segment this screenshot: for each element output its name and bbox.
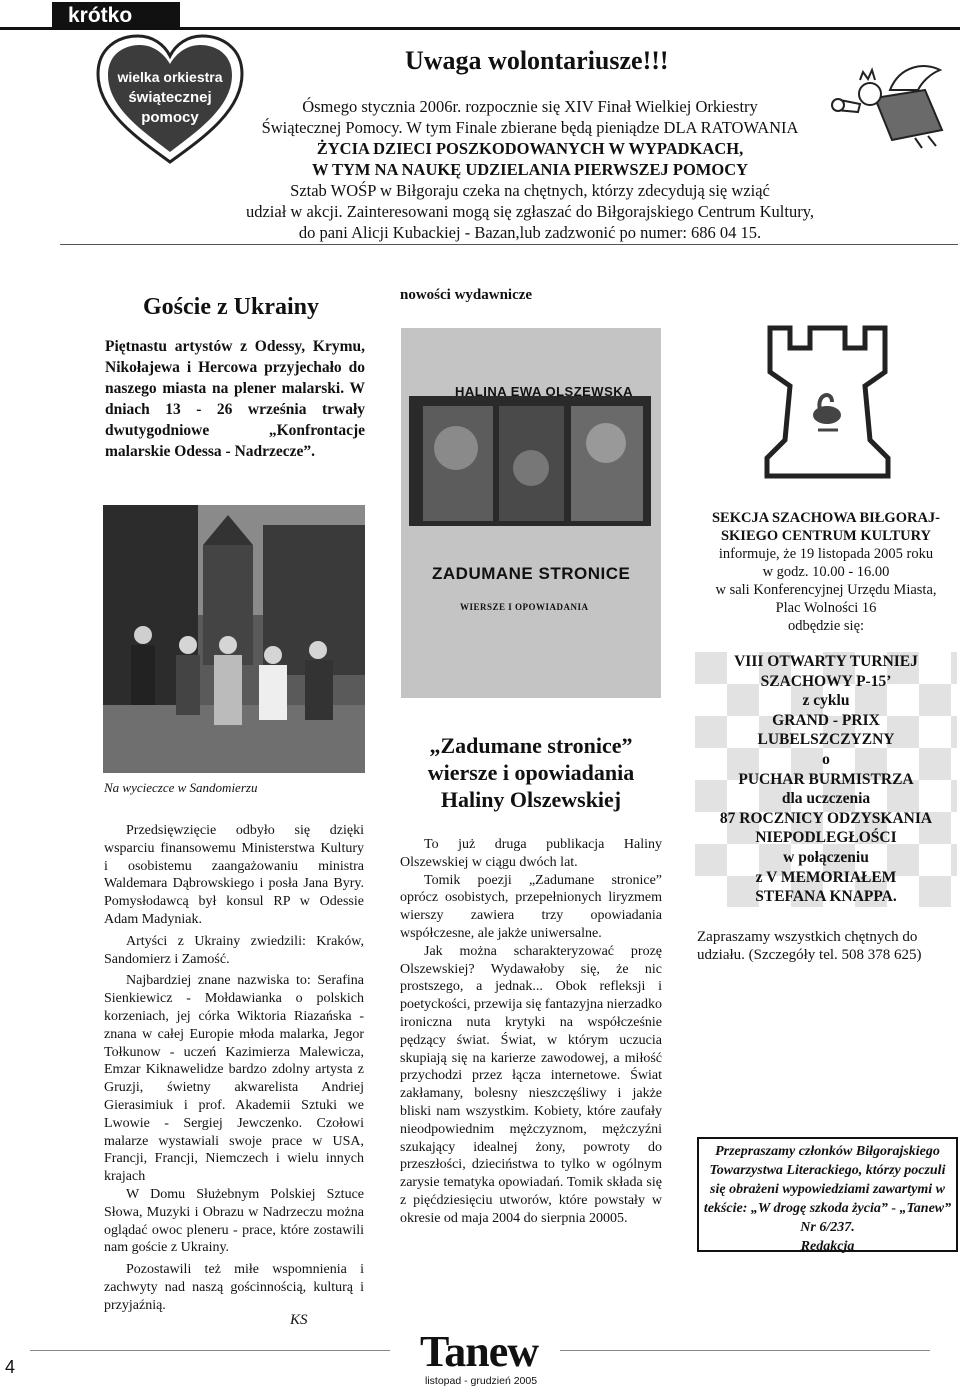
photo-caption: Na wycieczce w Sandomierzu [104, 780, 258, 795]
volunteers-line: Sztab WOŚP w Biłgoraju czeka na chętnych, którzy zdecydują się wziąć [290, 181, 770, 200]
book-cover-subtitle: WIERSZE I OPOWIADANIA [460, 602, 589, 612]
chess-info-line: w godz. 10.00 - 16.00 [762, 564, 890, 580]
volunteers-notice [210, 96, 850, 243]
section-tab: krótko [52, 2, 180, 29]
book-author: HALINA EWA OLSZEWSKA [455, 384, 634, 399]
tournament-title [695, 652, 957, 907]
heart-text-line-1: wielka orkiestra [117, 69, 223, 85]
book-cover-title: ZADUMANE STRONICE [432, 564, 631, 583]
tournament-line: LUBELSZCZYZNY [757, 731, 895, 749]
heading-line: „Zadumane stronice” [429, 733, 633, 758]
guests-lead: Piętnastu artystów z Odessy, Krymu, Nikołajewa i Hercowa przyjechało do naszego miasta na plener malarski. W dniach 13 - 26 września trwały dwutygodniowe „Konfrontacje malarskie Odessa - Nadrzecze”. [105, 338, 365, 460]
book-review-heading [400, 732, 662, 813]
volunteers-line: udział w akcji. Zainteresowani mogą się zgłaszać do Biłgorajskiego Centrum Kultury, [245, 202, 815, 221]
guests-article-body [104, 822, 364, 1315]
apology-signoff: Redakcja [800, 1239, 855, 1254]
tournament-line: z V MEMORIAŁEM [755, 868, 897, 886]
footer-rule [30, 1350, 390, 1351]
chess-announcement [700, 509, 952, 635]
chess-invitation: Zapraszamy wszystkich chętnych do udziału. (Szczegóły tel. 508 378 625) [697, 929, 922, 963]
tournament-line: 87 ROCZNICY ODZYSKANIA [719, 809, 933, 827]
sandomierz-photo [103, 505, 365, 773]
section-divider [60, 244, 958, 245]
news-section-label: nowości wydawnicze [400, 287, 533, 303]
chess-info-line: SKIEGO CENTRUM KULTURY [720, 528, 932, 544]
chess-info-line: Plac Wolności 16 [775, 600, 877, 616]
article-paragraph: Artyści z Ukrainy zwiedzili: Kraków, Sandomierz i Zamość. [104, 933, 364, 967]
chess-rook-icon [760, 320, 895, 480]
tournament-line: PUCHAR BURMISTRZA [738, 770, 914, 788]
author-signature: KS [290, 1312, 308, 1328]
review-paragraph: Tomik poezji „Zadumane stronice” oprócz osobistych, przepełnionych liryzmem wierszy zawiera trzy opowiadania współczesne, ale jakże uniwersalne. [400, 872, 662, 941]
chess-info-line: informuje, że 19 listopada 2005 roku [718, 546, 934, 562]
volunteers-line: W TYM NA NAUKĘ UDZIELANIA PIERWSZEJ POMOCY [311, 160, 749, 179]
chess-info-line: odbędzie się: [787, 618, 865, 634]
heart-text-line-3: pomocy [141, 109, 199, 126]
heading-line: Haliny Olszewskiej [440, 787, 622, 812]
apology-box [697, 1137, 958, 1252]
volunteers-title: Uwaga wolontariusze!!! [405, 46, 669, 75]
guests-title: Goście z Ukrainy [143, 294, 319, 320]
tournament-box [695, 652, 957, 907]
volunteers-line: ŻYCIA DZIECI POSZKODOWANYCH W WYPADKACH, [316, 139, 744, 158]
book-review-body [400, 836, 662, 1228]
tournament-line: z cyklu [802, 692, 850, 710]
photo-image [103, 505, 365, 773]
issue-date: listopad - grudzień 2005 [425, 1375, 538, 1387]
tournament-line: NIEPODLEGŁOŚCI [755, 829, 897, 847]
footer-rule [560, 1350, 930, 1351]
magazine-logo: Tanew [420, 1327, 539, 1376]
heading-line: wiersze i opowiadania [427, 760, 635, 785]
volunteers-line: Ósmego stycznia 2006r. rozpocznie się XIV Finał Wielkiej Orkiestry [302, 97, 758, 116]
volunteers-line: Świątecznej Pomocy. W tym Finale zbierane będą pieniądze DLA RATOWANIA [261, 118, 799, 137]
tournament-line: STEFANA KNAPPA. [755, 888, 897, 906]
tournament-line: VIII OTWARTY TURNIEJ [734, 653, 918, 670]
article-paragraph: W Domu Służebnym Polskiej Sztuce Słowa, Muzyki i Obrazu w Nadrzeczu można oglądać owoc pleneru - prace, które zostawili nam goście z Ukrainy. [104, 1186, 364, 1256]
tournament-line: w połączeniu [783, 848, 869, 866]
volunteers-line: do pani Alicji Kubackiej - Bazan,lub zadzwonić po numer: 686 04 15. [298, 223, 762, 242]
rook-icon [760, 320, 895, 480]
tournament-line: o [822, 750, 830, 768]
article-paragraph: Pozostawili też miłe wspomnienia i zachwyty nad naszą gościnnością, kulturą i przyjaźnią. [104, 1262, 364, 1313]
page-number: 4 [5, 1357, 16, 1377]
chess-info-line: SEKCJA SZACHOWA BIŁGORAJ- [711, 510, 941, 526]
apology-text: Przepraszamy członków Biłgorajskiego Towarzystwa Literackiego, którzy poczuli się obrażeni wypowiedziami zawartymi w tekście: „W drogę szkoda życia” - „Tanew” Nr 6/237. [703, 1144, 952, 1235]
heart-text-line-2: świątecznej [128, 89, 212, 106]
article-paragraph: Przedsięwzięcie odbyło się dzięki wsparciu finansowemu Ministerstwa Kultury i osobistemu zaangażowaniu ministra Waldemara Dąbrowskiego i posła Jana Byry. Pomysłodawcą był konsul RP w Odessie Adam Madyniak. [104, 823, 364, 927]
review-paragraph: Jak można scharakteryzować prozę Olszewskiej? Wydawałoby się, że nic prostszego, a jednak... Obok refleksji i poetyckości, przewija się fantazyjna nierzadko ironiczna nuta krytyki na współcześnie pędzący świat. Świat, w którym uczucia skupiają się na karierze zawodowej, a miłość przychodzi przez łącza internetowe. Świat zakłamany, bolesny nieszczęśliwy i jakże bliski nam wszystkim. Kobiety, które zaufały nieodpowiednim mężczyznom, mężczyźni szukający idealnej żony, powroty do przeszłości, dzieciństwa to tylko w ogólnym zarysie tematyka opowiadań. Tomik składa się z pięćdziesięciu utworów, które powstały w okresie od maja 2004 do sierpnia 20005. [400, 943, 662, 1226]
chess-info-line: w sali Konferencyjnej Urzędu Miasta, [715, 582, 937, 598]
tournament-line: dla uczczenia [781, 790, 871, 808]
article-paragraph: Najbardziej znane nazwiska to: Serafina Sienkiewicz - Mołdawianka o polskich korzeniach, jej córka Wiktoria Riazańska - znana w całej Europie młoda malarka, Jegor Tołkunow - uczeń Kazimierza Malewicza, Emzar Kiknawelidze bardzo zdolny artysta z Gruzji, świetny akwarelista Andriej Gierasimiuk i prof. Akademii Sztuki we Lwowie - Sergiej Jewczenko. Czołowi malarze wystawiali swoje prace w USA, Francji, Francji, Niemczech i wielu innych krajach [104, 973, 364, 1185]
review-paragraph: To już druga publikacja Haliny Olszewskiej w ciągu dwóch lat. [400, 837, 662, 870]
tournament-line: GRAND - PRIX [772, 711, 880, 729]
tournament-line: SZACHOWY P-15’ [760, 672, 892, 690]
